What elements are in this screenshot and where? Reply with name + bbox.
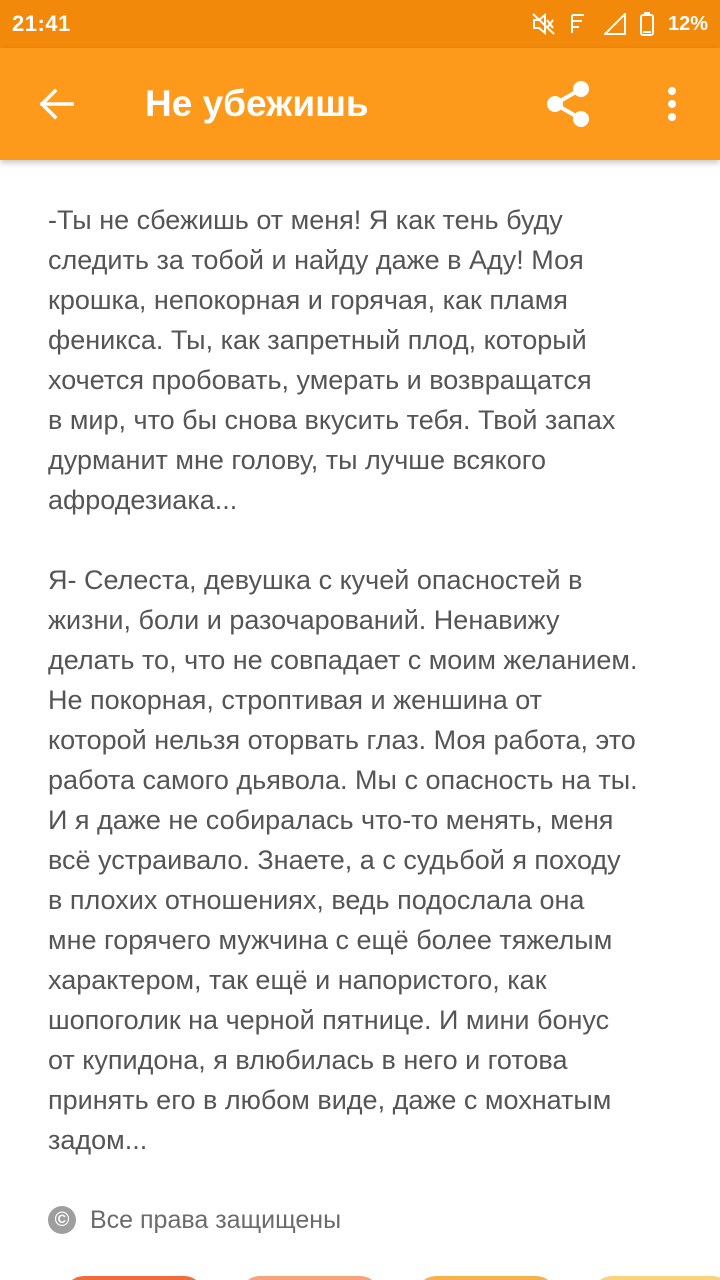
- bottom-action-button-1[interactable]: [64, 1276, 204, 1280]
- status-icons: [532, 12, 708, 36]
- battery-percentage: 12%: [667, 12, 708, 35]
- signal-icon: [604, 13, 626, 35]
- bottom-action-button-3[interactable]: [416, 1276, 556, 1280]
- battery-icon: [640, 12, 654, 36]
- copyright-notice: [48, 1200, 341, 1240]
- status-bar: [0, 0, 720, 48]
- back-button[interactable]: [24, 76, 88, 132]
- more-options-button[interactable]: [648, 72, 696, 136]
- no-sim-icon: [570, 13, 590, 35]
- mute-icon: [532, 13, 556, 35]
- share-icon: [543, 80, 593, 128]
- chapter-text: [48, 200, 688, 1160]
- page-title: Не убежишь: [145, 83, 369, 124]
- app-bar: [0, 48, 720, 160]
- paragraph-2: Я- Селеста, девушка с кучей опасностей в жизни, боли и разочарований. Ненавижу делать то, что не совпадает с моим желанием. Не покорная, строптивая и женшина от которой нельзя оторвать глаз. Моя работа, это работа самого дьявола. Мы с опасность на ты. И я даже не собиралась что-то менять, меня всё устраивало. Знаете, а с судьбой я походу в плохих отношениях, ведь подослала она мне горячего мужчина с ещё более тяжелым характером, так ещё и напористого, как шопоголик на черной пятнице. И мини бонус от купидона, я влюбилась в него и готова принять его в любом виде, даже с мохнатым задом...: [48, 565, 638, 1155]
- copyright-icon: ©: [48, 1206, 76, 1234]
- copyright-text: Все права защищены: [90, 1206, 342, 1234]
- back-arrow-icon: [38, 88, 74, 120]
- bottom-action-row: [0, 1268, 720, 1280]
- bottom-action-button-4[interactable]: [592, 1276, 720, 1280]
- status-time: 21:41: [12, 11, 71, 36]
- paragraph-1: -Ты не сбежишь от меня! Я как тень буду следить за тобой и найду даже в Аду! Моя крошка, непокорная и горячая, как пламя феникса. Ты, как запретный плод, который хочется пробовать, умерать и возвращатся в мир, что бы снова вкусить тебя. Твой запах дурманит мне голову, ты лучше всякого афродезиака...: [48, 205, 616, 515]
- share-button[interactable]: [534, 72, 602, 136]
- more-vert-icon: [666, 86, 678, 122]
- bottom-action-button-2[interactable]: [240, 1276, 380, 1280]
